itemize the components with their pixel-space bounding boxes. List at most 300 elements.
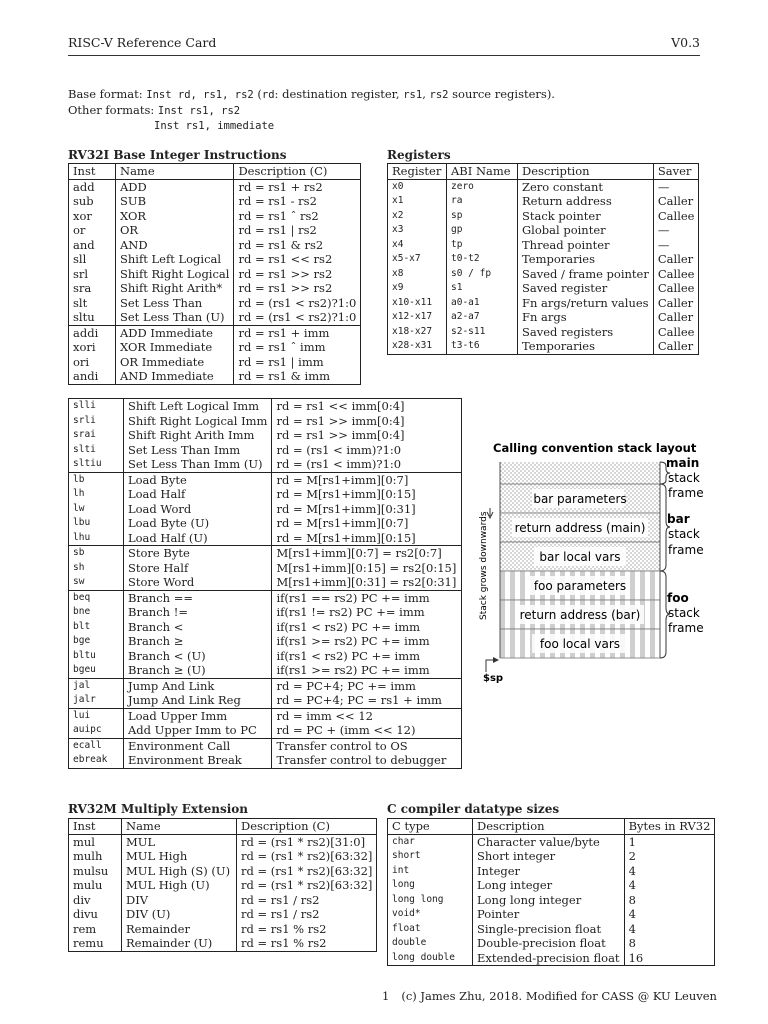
desc-cell: rd = rs1 | rs2: [234, 223, 361, 238]
table-row: [388, 339, 699, 354]
register-cell: x0: [392, 180, 404, 192]
register-cell: x12-x17: [392, 311, 433, 323]
rv32i-table-bottom: [68, 398, 462, 769]
inst-cell: mul: [73, 834, 95, 849]
footer-credit: (c) James Zhu, 2018. Modified for CASS @ KU Leuven: [401, 989, 717, 1003]
table-row: [69, 369, 361, 384]
table-row: [69, 605, 462, 620]
saver-cell: Callee: [653, 281, 699, 296]
inst-cell: or: [73, 223, 86, 238]
desc-cell: Long integer: [473, 878, 625, 893]
table-row: [69, 708, 462, 723]
name-cell: Remainder (U): [122, 936, 237, 951]
inst-cell: ebreak: [73, 754, 108, 766]
name-cell: Shift Left Logical Imm: [124, 399, 272, 414]
name-cell: Jump And Link Reg: [124, 693, 272, 708]
name-cell: Load Byte: [124, 472, 272, 487]
bytes-cell: 4: [624, 922, 715, 937]
desc-cell: if(rs1 != rs2) PC += imm: [272, 605, 462, 620]
name-cell: Remainder: [122, 922, 237, 937]
desc-cell: rd = (rs1 < imm)?1:0: [272, 443, 462, 458]
desc-cell: Saved registers: [518, 325, 654, 340]
abi-cell: sp: [447, 209, 518, 224]
inst-cell: bltu: [73, 649, 96, 661]
return-address-main-label: return address (main): [514, 521, 646, 535]
table-row: [69, 922, 377, 937]
name-cell: Load Byte (U): [124, 516, 272, 531]
name-cell: Load Upper Imm: [124, 708, 272, 723]
table-row: [388, 281, 699, 296]
table-row: [69, 849, 377, 864]
inst-cell: mulu: [73, 878, 103, 893]
page-number: 1: [382, 989, 390, 1003]
ctype-cell: long long: [392, 893, 444, 905]
inst-cell: lui: [73, 709, 91, 721]
name-cell: Load Half: [124, 487, 272, 502]
table-row: [69, 399, 462, 414]
inst-cell: lb: [73, 473, 85, 485]
inst-cell: slti: [73, 443, 96, 455]
desc-cell: rd = rs1 & rs2: [234, 238, 361, 253]
table-row: [69, 325, 361, 340]
inst-cell: bge: [73, 635, 91, 647]
abi-cell: s2-s11: [447, 325, 518, 340]
table-row: [388, 267, 699, 282]
desc-cell: if(rs1 >= rs2) PC += imm: [272, 634, 462, 649]
name-cell: Branch <: [124, 620, 272, 635]
saver-cell: Caller: [653, 296, 699, 311]
inst-cell: jal: [73, 679, 91, 691]
inst-cell: auipc: [73, 724, 102, 736]
desc-cell: rd = (rs1 * rs2)[63:32]: [237, 864, 377, 879]
table-row: [388, 878, 715, 893]
table-row: [388, 951, 715, 966]
name-cell: Environment Break: [124, 753, 272, 768]
name-cell: Branch < (U): [124, 649, 272, 664]
desc-cell: rd = M[rs1+imm][0:31]: [272, 502, 462, 517]
desc-cell: rd = (rs1 * rs2)[31:0]: [237, 834, 377, 849]
bytes-cell: 2: [624, 849, 715, 864]
bar-frame-name: bar: [667, 512, 690, 526]
inst-cell: ecall: [73, 739, 102, 751]
inst-cell: srl: [73, 266, 89, 281]
header-rule: [68, 55, 700, 56]
name-cell: Shift Right Arith Imm: [124, 428, 272, 443]
table-row: [69, 864, 377, 879]
table-row: [388, 893, 715, 908]
desc-cell: Character value/byte: [473, 834, 625, 849]
abi-cell: s1: [447, 281, 518, 296]
table-row: [69, 561, 462, 576]
table-row: [69, 296, 361, 311]
other-formats-label: Other formats:: [68, 103, 155, 117]
name-cell: Environment Call: [124, 738, 272, 753]
base-format-desc: : destination register,: [274, 87, 404, 101]
desc-cell: rd = PC+4; PC += imm: [272, 678, 462, 693]
table-row: [388, 179, 699, 194]
inst-cell: xori: [73, 340, 96, 355]
table-row: [69, 267, 361, 282]
name-cell: Shift Right Logical: [116, 267, 234, 282]
table-row: [69, 620, 462, 635]
table-row: [388, 849, 715, 864]
col-saver: Saver: [653, 164, 699, 180]
name-cell: MUL: [122, 834, 237, 849]
abi-cell: a0-a1: [447, 296, 518, 311]
inst-cell: div: [73, 892, 91, 907]
inst-cell: xor: [73, 208, 92, 223]
inst-cell: mulsu: [73, 863, 109, 878]
stack-direction-label: Stack grows downwards: [479, 511, 489, 620]
foo-frame-name: foo: [667, 591, 689, 605]
inst-cell: remu: [73, 936, 104, 951]
table-row: [69, 753, 462, 768]
saver-cell: Callee: [653, 325, 699, 340]
saver-cell: Caller: [653, 252, 699, 267]
table-row: [69, 443, 462, 458]
name-cell: Add Upper Imm to PC: [124, 723, 272, 738]
desc-cell: rd = (rs1 < imm)?1:0: [272, 457, 462, 472]
inst-cell: sra: [73, 281, 92, 296]
name-cell: MUL High (U): [122, 878, 237, 893]
desc-cell: rd = rs1 & imm: [234, 369, 361, 384]
name-cell: AND: [116, 238, 234, 253]
desc-cell: Stack pointer: [518, 209, 654, 224]
other-format-2: Inst rs1, immediate: [154, 120, 275, 132]
abi-cell: gp: [447, 223, 518, 238]
other-formats-line: [68, 102, 240, 119]
register-cell: x3: [392, 224, 404, 236]
inst-cell: slli: [73, 400, 96, 412]
base-format-rs2: rs2: [429, 89, 449, 101]
name-cell: SUB: [116, 194, 234, 209]
desc-cell: rd = rs1 >> imm[0:4]: [272, 428, 462, 443]
name-cell: Shift Right Logical Imm: [124, 414, 272, 429]
name-cell: Branch !=: [124, 605, 272, 620]
table-row: [69, 209, 361, 224]
rv32i-title: RV32I Base Integer Instructions: [68, 148, 287, 162]
table-row: [69, 194, 361, 209]
table-row: [69, 936, 377, 951]
desc-cell: rd = rs1 / rs2: [237, 907, 377, 922]
inst-cell: sltiu: [73, 458, 102, 470]
abi-cell: ra: [447, 194, 518, 209]
table-row: [388, 238, 699, 253]
inst-cell: sltu: [73, 310, 95, 325]
table-row: [69, 179, 361, 194]
name-cell: Branch ==: [124, 590, 272, 605]
col-inst: Inst: [73, 819, 96, 834]
inst-cell: addi: [73, 325, 99, 340]
col-ctype: C type: [392, 819, 430, 834]
inst-cell: sub: [73, 194, 94, 209]
table-row: [388, 223, 699, 238]
table-row: [69, 252, 361, 267]
name-cell: Set Less Than Imm (U): [124, 457, 272, 472]
base-format-line: [68, 86, 555, 103]
name-cell: XOR: [116, 209, 234, 224]
abi-cell: a2-a7: [447, 310, 518, 325]
foo-parameters-label: foo parameters: [533, 579, 627, 593]
col-abi-name: ABI Name: [447, 164, 518, 180]
registers-title: Registers: [387, 148, 451, 162]
name-cell: AND Immediate: [116, 369, 234, 384]
saver-cell: Caller: [653, 194, 699, 209]
table-row: [388, 922, 715, 937]
desc-cell: if(rs1 < rs2) PC += imm: [272, 620, 462, 635]
desc-cell: Saved / frame pointer: [518, 267, 654, 282]
base-format-code: Inst rd, rs1, rs2: [146, 89, 254, 101]
name-cell: Set Less Than Imm: [124, 443, 272, 458]
name-cell: XOR Immediate: [116, 340, 234, 355]
rv32m-title: RV32M Multiply Extension: [68, 802, 249, 816]
name-cell: Shift Left Logical: [116, 252, 234, 267]
table-row: [69, 355, 361, 370]
name-cell: Load Half (U): [124, 531, 272, 546]
base-format-label: Base format:: [68, 87, 143, 101]
bytes-cell: 4: [624, 878, 715, 893]
col-register: Register: [392, 164, 442, 179]
desc-cell: if(rs1 == rs2) PC += imm: [272, 590, 462, 605]
name-cell: Branch ≥: [124, 634, 272, 649]
desc-cell: rd = rs1 / rs2: [237, 893, 377, 908]
table-row: [69, 546, 462, 561]
desc-cell: Zero constant: [518, 179, 654, 194]
desc-cell: M[rs1+imm][0:15] = rs2[0:15]: [272, 561, 462, 576]
desc-cell: if(rs1 < rs2) PC += imm: [272, 649, 462, 664]
name-cell: Set Less Than (U): [116, 310, 234, 325]
inst-cell: divu: [73, 907, 98, 922]
desc-cell: Integer: [473, 864, 625, 879]
saver-cell: —: [653, 223, 699, 238]
other-format-1: Inst rs1, rs2: [157, 105, 241, 117]
ctype-cell: short: [392, 850, 421, 862]
saver-cell: —: [653, 179, 699, 194]
table-row: [388, 296, 699, 311]
desc-cell: rd = (rs1 < rs2)?1:0: [234, 296, 361, 311]
table-row: [388, 907, 715, 922]
register-cell: x1: [392, 195, 404, 207]
bar-parameters-label: bar parameters: [533, 492, 627, 506]
ctypes-table: [387, 818, 715, 966]
ctype-cell: long double: [392, 951, 455, 963]
desc-cell: rd = (rs1 * rs2)[63:32]: [237, 849, 377, 864]
name-cell: Set Less Than: [116, 296, 234, 311]
desc-cell: Double-precision float: [473, 936, 625, 951]
saver-cell: —: [653, 238, 699, 253]
col-name: Name: [116, 164, 234, 180]
table-row: [388, 936, 715, 951]
desc-cell: M[rs1+imm][0:31] = rs2[0:31]: [272, 575, 462, 590]
col-desc: Description (C): [234, 164, 361, 180]
bar-frame-label2: frame: [668, 543, 704, 557]
register-cell: x28-x31: [392, 340, 433, 352]
inst-cell: rem: [73, 921, 97, 936]
desc-cell: if(rs1 >= rs2) PC += imm: [272, 663, 462, 678]
abi-cell: t0-t2: [447, 252, 518, 267]
inst-cell: slt: [73, 295, 88, 310]
col-bytes: Bytes in RV32: [624, 819, 715, 835]
table-row: [69, 428, 462, 443]
bytes-cell: 4: [624, 864, 715, 879]
bar-frame-label1: stack: [668, 527, 700, 541]
rv32m-table: [68, 818, 377, 952]
table-row: [69, 693, 462, 708]
registers-table: [387, 163, 699, 355]
table-row: [69, 502, 462, 517]
table-row: [69, 531, 462, 546]
table-row: [69, 834, 377, 849]
table-row: [388, 864, 715, 879]
inst-cell: blt: [73, 620, 91, 632]
desc-cell: Saved register: [518, 281, 654, 296]
col-reg-desc: Description: [518, 164, 654, 180]
main-frame-block: [500, 462, 660, 484]
bytes-cell: 16: [624, 951, 715, 966]
table-row: [69, 663, 462, 678]
table-row: [69, 414, 462, 429]
bar-local-vars-label: bar local vars: [539, 550, 621, 564]
table-row: [69, 310, 361, 325]
base-format-comma: ,: [422, 87, 430, 101]
desc-cell: M[rs1+imm][0:7] = rs2[0:7]: [272, 546, 462, 561]
inst-cell: jalr: [73, 694, 96, 706]
name-cell: MUL High (S) (U): [122, 864, 237, 879]
desc-cell: rd = rs1 ˆ rs2: [234, 209, 361, 224]
name-cell: ADD Immediate: [116, 325, 234, 340]
desc-cell: Temporaries: [518, 252, 654, 267]
desc-cell: rd = rs1 % rs2: [237, 922, 377, 937]
desc-cell: Global pointer: [518, 223, 654, 238]
desc-cell: Thread pointer: [518, 238, 654, 253]
inst-cell: ori: [73, 354, 90, 369]
desc-cell: Temporaries: [518, 339, 654, 354]
inst-cell: lh: [73, 488, 85, 500]
footer: [382, 989, 717, 1003]
table-row: [69, 516, 462, 531]
foo-local-vars-label: foo local vars: [539, 637, 621, 651]
stack-diagram: [470, 436, 710, 686]
table-row: [69, 238, 361, 253]
table-row: [69, 878, 377, 893]
name-cell: Branch ≥ (U): [124, 663, 272, 678]
desc-cell: rd = rs1 >> imm[0:4]: [272, 414, 462, 429]
desc-cell: rd = rs1 ˆ imm: [234, 340, 361, 355]
name-cell: Jump And Link: [124, 678, 272, 693]
ctype-cell: void*: [392, 908, 421, 920]
col-ctype-desc: Description: [473, 819, 625, 835]
return-address-bar-label: return address (bar): [519, 608, 641, 622]
abi-cell: zero: [447, 179, 518, 194]
card-version: V0.3: [671, 35, 700, 50]
inst-cell: lbu: [73, 517, 91, 529]
card-title: RISC-V Reference Card: [68, 35, 217, 50]
inst-cell: beq: [73, 591, 91, 603]
table-row: [69, 457, 462, 472]
main-frame-name: main: [666, 456, 700, 470]
saver-cell: Caller: [653, 339, 699, 354]
inst-cell: sw: [73, 576, 85, 588]
ctype-cell: int: [392, 864, 410, 876]
table-row: [69, 472, 462, 487]
inst-cell: add: [73, 179, 95, 194]
name-cell: ADD: [116, 179, 234, 194]
inst-cell: and: [73, 237, 95, 252]
desc-cell: Short integer: [473, 849, 625, 864]
desc-cell: Long long integer: [473, 893, 625, 908]
saver-cell: Callee: [653, 209, 699, 224]
inst-cell: bgeu: [73, 664, 96, 676]
name-cell: Store Byte: [124, 546, 272, 561]
inst-cell: sll: [73, 252, 87, 267]
desc-cell: rd = rs1 >> rs2: [234, 281, 361, 296]
name-cell: MUL High: [122, 849, 237, 864]
name-cell: Load Word: [124, 502, 272, 517]
base-format-rd: rd: [261, 89, 275, 101]
name-cell: DIV (U): [122, 907, 237, 922]
register-cell: x5-x7: [392, 253, 421, 265]
inst-cell: sh: [73, 561, 85, 573]
base-format-desc-end: source registers).: [448, 87, 555, 101]
col-desc: Description (C): [237, 819, 377, 835]
stack-title: Calling convention stack layout: [493, 441, 697, 455]
desc-cell: rd = (rs1 * rs2)[63:32]: [237, 878, 377, 893]
main-frame-label2: frame: [668, 486, 704, 500]
table-row: [69, 893, 377, 908]
sp-label: $sp: [483, 673, 504, 684]
bytes-cell: 4: [624, 907, 715, 922]
register-cell: x18-x27: [392, 325, 433, 337]
desc-cell: rd = M[rs1+imm][0:7]: [272, 516, 462, 531]
ctype-cell: float: [392, 922, 421, 934]
table-row: [69, 340, 361, 355]
table-row: [69, 575, 462, 590]
inst-cell: lhu: [73, 531, 91, 543]
table-row: [388, 252, 699, 267]
desc-cell: Transfer control to debugger: [272, 753, 462, 768]
desc-cell: Fn args: [518, 310, 654, 325]
desc-cell: rd = imm << 12: [272, 708, 462, 723]
abi-cell: t3-t6: [447, 339, 518, 354]
col-name: Name: [122, 819, 237, 835]
abi-cell: s0 / fp: [447, 267, 518, 282]
register-cell: x2: [392, 209, 404, 221]
desc-cell: rd = rs1 + imm: [234, 325, 361, 340]
table-row: [69, 738, 462, 753]
table-row: [388, 834, 715, 849]
table-row: [388, 325, 699, 340]
desc-cell: rd = PC+4; PC = rs1 + imm: [272, 693, 462, 708]
bytes-cell: 8: [624, 936, 715, 951]
foo-frame-label1: stack: [668, 606, 700, 620]
ctype-cell: char: [392, 835, 415, 847]
register-cell: x9: [392, 282, 404, 294]
inst-cell: bne: [73, 606, 91, 618]
inst-cell: lw: [73, 502, 85, 514]
table-row: [69, 590, 462, 605]
desc-cell: Pointer: [473, 907, 625, 922]
desc-cell: rd = (rs1 < rs2)?1:0: [234, 310, 361, 325]
table-row: [69, 907, 377, 922]
desc-cell: Return address: [518, 194, 654, 209]
table-row: [69, 649, 462, 664]
abi-cell: tp: [447, 238, 518, 253]
table-row: [69, 281, 361, 296]
col-inst: Inst: [73, 164, 96, 179]
table-row: [69, 487, 462, 502]
table-row: [69, 678, 462, 693]
table-row: [388, 310, 699, 325]
